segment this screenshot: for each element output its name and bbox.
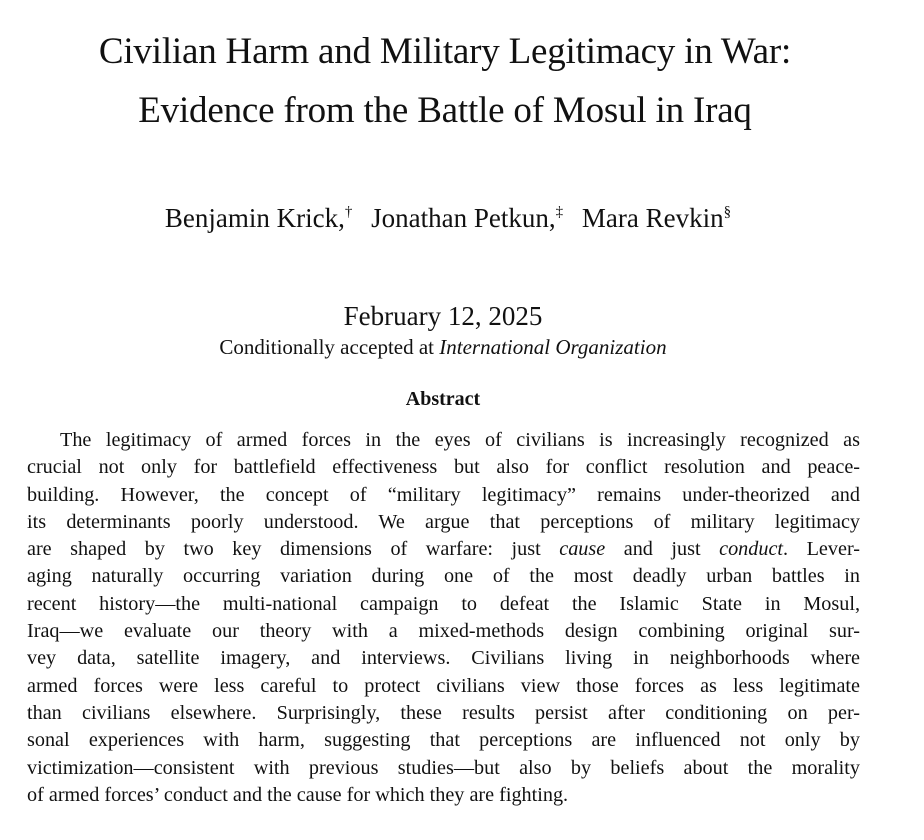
author-name: Jonathan Petkun, bbox=[371, 203, 556, 233]
footnote-mark[interactable]: † bbox=[344, 204, 353, 220]
author bbox=[165, 203, 352, 233]
abstract-line: sonal experiences with harm, suggesting that perceptions are influenced not only by bbox=[27, 729, 860, 752]
author bbox=[371, 203, 563, 233]
abstract-text: are shaped by two key dimensions of warfare: just bbox=[27, 538, 560, 561]
abstract-text: . Lever- bbox=[783, 538, 860, 561]
author-list bbox=[0, 201, 896, 235]
paper-title-line-2: Evidence from the Battle of Mosul in Iraq bbox=[138, 90, 752, 131]
abstract-line: its determinants poorly understood. We argue that perceptions of military legitimacy bbox=[27, 510, 860, 533]
abstract-line: than civilians elsewhere. Surprisingly, these results persist after conditioning on per- bbox=[27, 701, 860, 724]
abstract-line: aging naturally occurring variation during one of the most deadly urban battles in bbox=[27, 565, 860, 588]
footnote-mark[interactable]: ‡ bbox=[555, 204, 564, 220]
abstract-line: crucial not only for battlefield effectiveness but also for conflict resolution and peace- bbox=[27, 456, 860, 479]
abstract-heading: Abstract bbox=[405, 388, 481, 410]
author bbox=[582, 203, 731, 233]
venue-name: International Organization bbox=[439, 335, 667, 359]
emphasis-cause: cause bbox=[559, 538, 606, 561]
publication-date: February 12, 2025 bbox=[343, 301, 543, 331]
abstract-line: vey data, satellite imagery, and interviews. Civilians living in neighborhoods where bbox=[27, 647, 860, 670]
abstract-line: recent history—the multi-national campaign to defeat the Islamic State in Mosul, bbox=[27, 592, 860, 615]
abstract-line bbox=[27, 536, 860, 563]
footnote-mark[interactable]: § bbox=[723, 204, 732, 220]
author-name: Benjamin Krick, bbox=[164, 203, 345, 233]
paper-title-line-1: Civilian Harm and Military Legitimacy in War: bbox=[98, 31, 792, 72]
abstract-line: of armed forces’ conduct and the cause for which they are fighting. bbox=[27, 783, 569, 806]
author-name: Mara Revkin bbox=[581, 203, 724, 233]
acceptance-note bbox=[0, 333, 886, 361]
abstract-line: Iraq—we evaluate our theory with a mixed-methods design combining original sur- bbox=[27, 620, 860, 643]
abstract-body bbox=[27, 427, 860, 809]
abstract-line: The legitimacy of armed forces in the eyes of civilians is increasingly recognized as bbox=[60, 429, 860, 451]
abstract-line: armed forces were less careful to protect civilians view those forces as less legitimate bbox=[27, 674, 860, 697]
acceptance-prefix: Conditionally accepted at bbox=[219, 335, 440, 359]
abstract-line: building. However, the concept of “military legitimacy” remains under-theorized and bbox=[27, 483, 860, 506]
emphasis-conduct: conduct bbox=[719, 538, 784, 561]
abstract-line: victimization—consistent with previous studies—but also by beliefs about the morality bbox=[27, 756, 860, 779]
abstract-text: and just bbox=[605, 538, 720, 561]
